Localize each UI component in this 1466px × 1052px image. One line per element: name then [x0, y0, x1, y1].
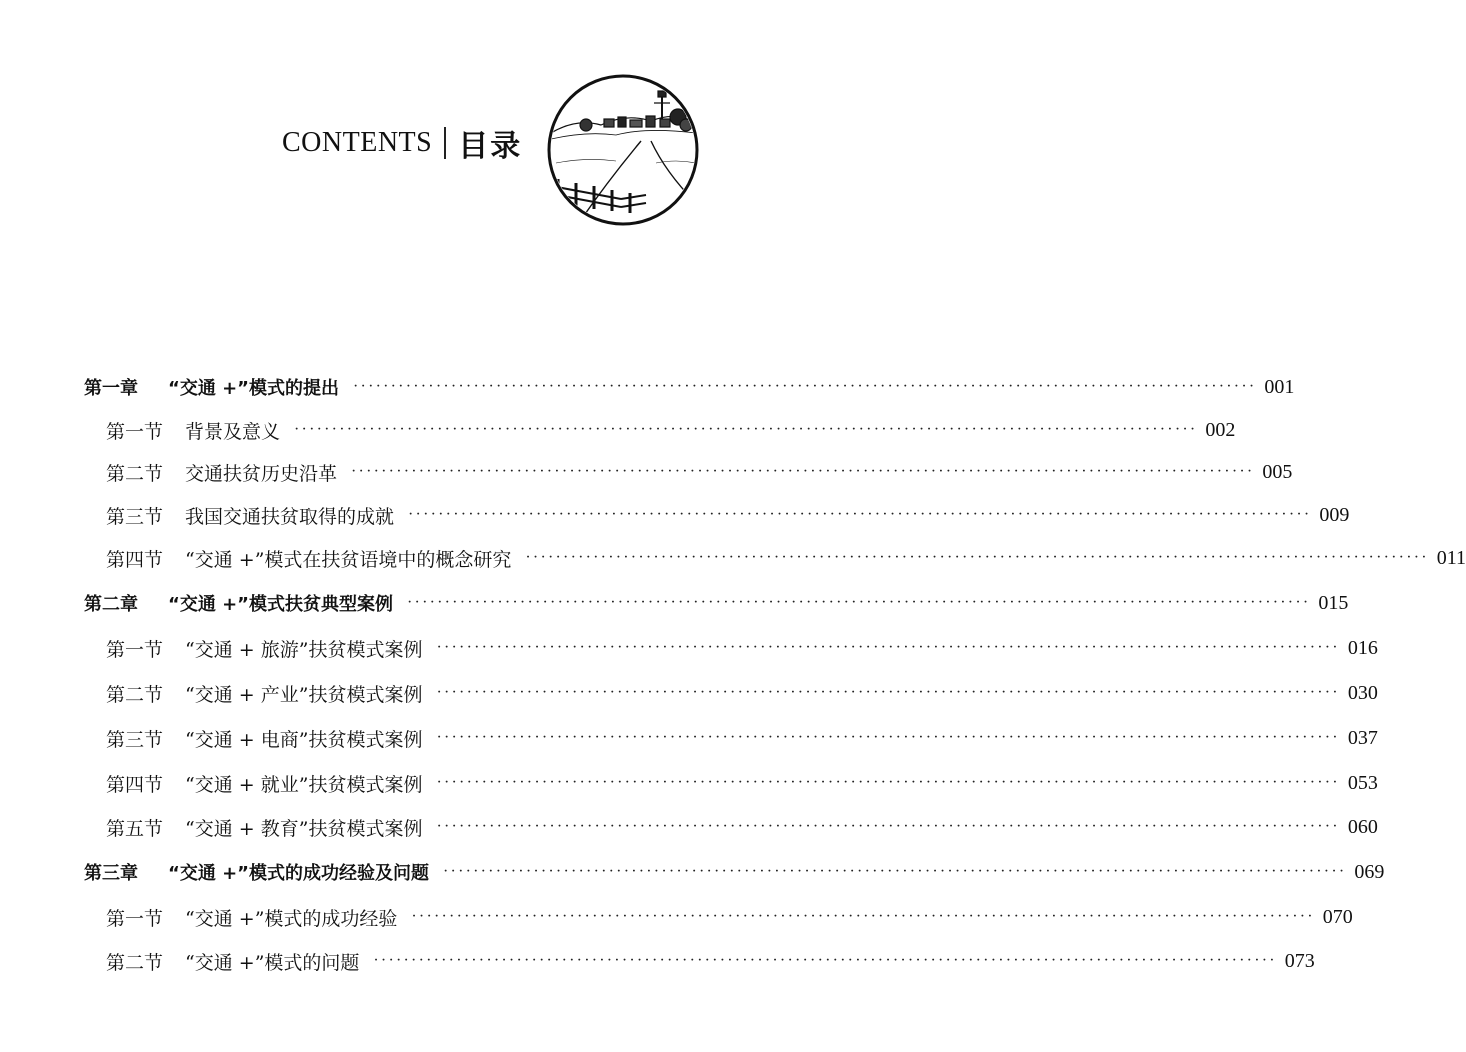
toc-entry-title: “交通 + 产业”扶贫模式案例 — [185, 683, 423, 706]
toc-entry-number: 第四节 — [106, 773, 164, 796]
toc-leader-dots: ························································································································ — [443, 863, 1347, 880]
toc-page-number: 016 — [1347, 636, 1378, 659]
toc-entry-title: “交通 +”模式的问题 — [185, 951, 360, 974]
toc-leader-dots: ························································································································ — [353, 378, 1257, 395]
toc-page-number: 069 — [1354, 860, 1385, 883]
toc-entry-label — [84, 859, 429, 885]
toc-entry-label — [106, 545, 511, 572]
toc-page-number: 073 — [1284, 949, 1315, 972]
toc-entry-label — [106, 948, 359, 975]
toc-leader-dots: ························································································································ — [436, 684, 1340, 701]
toc-page-number: 037 — [1347, 726, 1378, 749]
toc-entry-title: “交通 + 教育”扶贫模式案例 — [185, 817, 423, 840]
toc-entry-title: 背景及意义 — [185, 420, 281, 443]
page-title — [282, 118, 522, 168]
toc-page-number: 030 — [1347, 681, 1378, 704]
toc-entry-number: 第二节 — [106, 683, 164, 706]
toc-leader-dots: ························································································································ — [351, 463, 1255, 480]
toc-page-number: 053 — [1347, 771, 1378, 794]
toc-entry-label — [106, 814, 422, 841]
toc-entry-number: 第一节 — [106, 420, 164, 443]
title-english: CONTENTS — [282, 127, 433, 158]
toc-entry-label — [106, 459, 337, 486]
toc-entry-title: 我国交通扶贫取得的成就 — [185, 505, 395, 528]
toc-leader-dots: ························································································································ — [436, 818, 1340, 835]
toc-page-number: 070 — [1322, 905, 1353, 928]
toc-entry-title: “交通 + 旅游”扶贫模式案例 — [185, 638, 423, 661]
toc-section-row[interactable] — [0, 415, 1236, 445]
toc-section-row[interactable] — [0, 812, 1378, 842]
toc-entry-title: “交通 + 就业”扶贫模式案例 — [185, 773, 423, 796]
toc-chapter-row[interactable] — [0, 372, 1295, 402]
toc-page-number: 002 — [1205, 418, 1236, 441]
toc-leader-dots: ························································································································ — [436, 729, 1340, 746]
toc-entry-label — [106, 725, 422, 752]
toc-leader-dots: ························································································································ — [408, 506, 1312, 523]
toc-section-row[interactable] — [0, 633, 1378, 663]
toc-entry-title: “交通 +”模式的成功经验及问题 — [168, 863, 430, 884]
toc-leader-dots: ························································································································ — [525, 549, 1429, 566]
toc-entry-title: 交通扶贫历史沿革 — [185, 462, 338, 485]
toc-entry-title: “交通 +”模式在扶贫语境中的概念研究 — [185, 548, 512, 571]
toc-leader-dots: ························································································································ — [436, 774, 1340, 791]
toc-entry-title: “交通 + 电商”扶贫模式案例 — [185, 728, 423, 751]
toc-entry-label — [106, 502, 394, 529]
toc-entry-label — [84, 374, 339, 400]
toc-page-number: 005 — [1262, 460, 1293, 483]
toc-entry-label — [106, 680, 422, 707]
toc-section-row[interactable] — [0, 457, 1293, 487]
toc-page-number: 011 — [1436, 546, 1466, 569]
toc-entry-title: “交通 +”模式的成功经验 — [185, 907, 398, 930]
toc-page-number: 001 — [1264, 375, 1295, 398]
toc-leader-dots: ························································································································ — [411, 908, 1315, 925]
toc-entry-label — [106, 635, 422, 662]
toc-leader-dots: ························································································································ — [294, 421, 1198, 438]
toc-entry-number: 第五节 — [106, 817, 164, 840]
toc-leader-dots: ························································································································ — [436, 639, 1340, 656]
toc-entry-number: 第二章 — [84, 594, 138, 615]
toc-chapter-row[interactable] — [0, 857, 1385, 887]
toc-entry-number: 第一节 — [106, 638, 164, 661]
toc-section-row[interactable] — [0, 678, 1378, 708]
toc-page-number: 015 — [1318, 591, 1349, 614]
toc-entry-number: 第二节 — [106, 462, 164, 485]
toc-entry-number: 第二节 — [106, 951, 164, 974]
toc-section-row[interactable] — [0, 500, 1350, 530]
toc-section-row[interactable] — [0, 723, 1378, 753]
toc-entry-number: 第三章 — [84, 863, 138, 884]
title-divider — [444, 127, 446, 159]
toc-chapter-row[interactable] — [0, 588, 1349, 618]
page-header — [0, 0, 790, 230]
toc-leader-dots: ························································································································ — [407, 594, 1311, 611]
toc-entry-number: 第四节 — [106, 548, 164, 571]
toc-leader-dots: ························································································································ — [373, 952, 1277, 969]
toc-section-row[interactable] — [0, 946, 1315, 976]
countryside-road-icon — [546, 73, 700, 227]
toc-entry-number: 第三节 — [106, 505, 164, 528]
title-chinese: 目录 — [458, 129, 523, 164]
toc-section-row[interactable] — [0, 768, 1378, 798]
toc-section-row[interactable] — [0, 543, 1466, 573]
toc-entry-title: “交通 +”模式的提出 — [168, 378, 340, 399]
toc-entry-title: “交通 +”模式扶贫典型案例 — [168, 594, 394, 615]
toc-entry-number: 第三节 — [106, 728, 164, 751]
toc-section-row[interactable] — [0, 902, 1353, 932]
toc-entry-number: 第一章 — [84, 378, 138, 399]
toc-entry-label — [106, 904, 397, 931]
toc-entry-label — [106, 417, 280, 444]
toc-entry-label — [106, 770, 422, 797]
toc-page-number: 009 — [1319, 503, 1350, 526]
toc-entry-label — [84, 590, 393, 616]
toc-page-number: 060 — [1347, 815, 1378, 838]
toc-entry-number: 第一节 — [106, 907, 164, 930]
